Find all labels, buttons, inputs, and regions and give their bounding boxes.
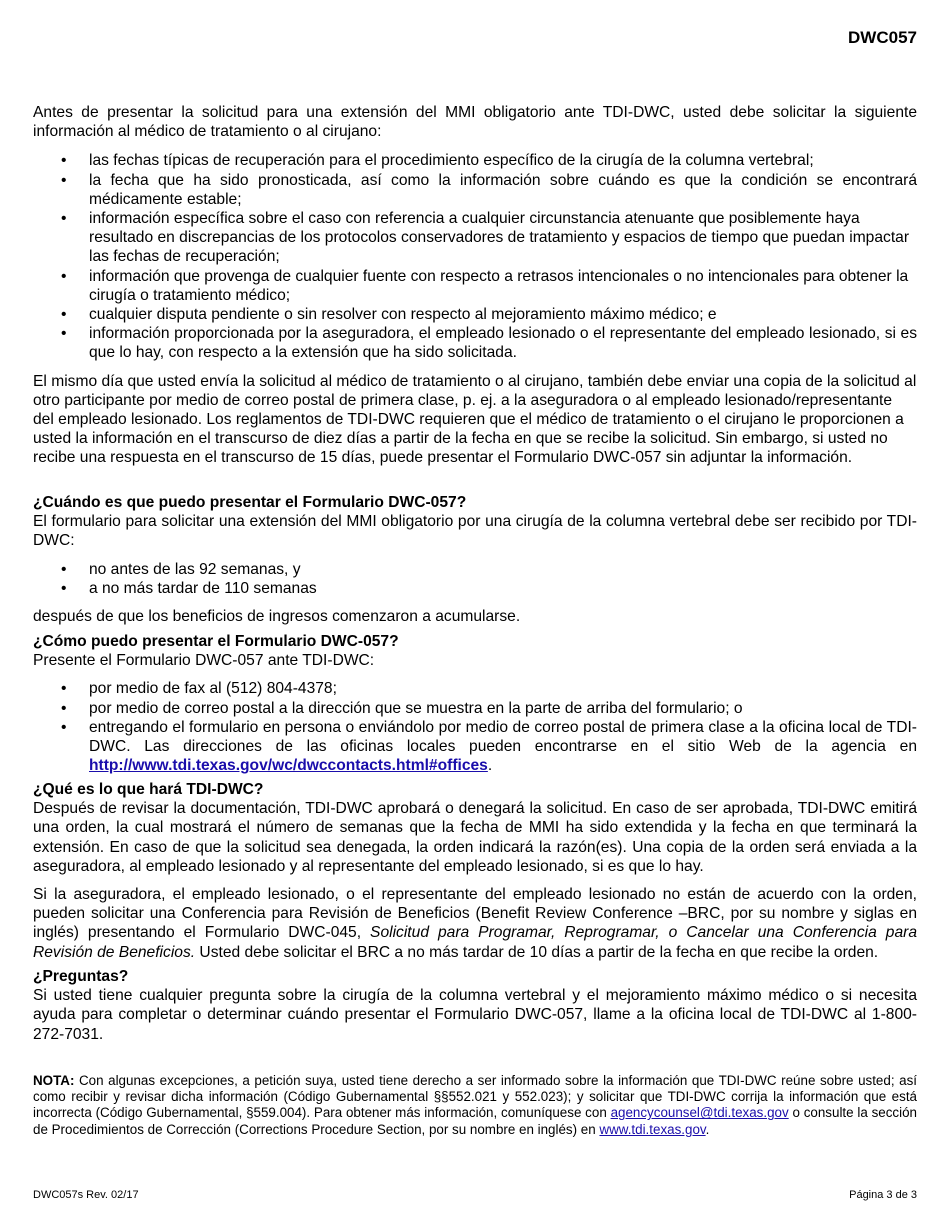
followup-text: El mismo día que usted envía la solicitud al médico de tratamiento o al cirujano, también debe enviar una copia de la solicitud al otro participante por medio de correo postal de primera clase, p. ej. a la aseguradora o al empleado lesionado/representante del empleado lesionado. Los reglamentos de TDI-DWC requieren que el médico de tratamiento o el cirujano le proporcionen a usted la información en el transcurso de diez días a partir de la fecha en que se recibe la solicitud. Sin embargo, si usted no recibe una respuesta en el transcurso de 15 días, puede presentar el Formulario DWC-057 sin adjuntar la información. [33,372,917,467]
how-bullet-list [33,679,917,775]
note-text-2: o consulte la sección de Procedimientos de Corrección (Corrections Procedure Section, por su nombre en inglés) en [33,1105,917,1137]
list-item: • la fecha que ha sido pronosticada, así como la información sobre cuándo es que la condición se encontrará médicamente estable; [33,171,917,209]
intro-section [33,103,917,468]
note-text-1: Con algunas excepciones, a petición suya, usted tiene derecho a ser informado sobre la información que TDI-DWC reúne sobre usted; así como recibir y revisar dicha información (Código Gubernamental §§552.021 y 552.023); y solicitar que TDI-DWC corrija la información que está incorrecta (Código Gubernamental, §559.004). Para obtener más información, comuníquese con [33,1073,917,1121]
list-item: • a no más tardar de 110 semanas [33,579,917,598]
list-item: • las fechas típicas de recuperación para el procedimiento específico de la cirugía de la columna vertebral; [33,151,917,170]
questions-heading: ¿Preguntas? [33,968,129,985]
when-heading: ¿Cuándo es que puedo presentar el Formulario DWC-057? [33,494,467,511]
questions-section [33,967,917,1044]
what-section [33,780,917,962]
list-item-end: . [487,757,493,775]
list-item: • información que provenga de cualquier fuente con respecto a retrasos intencionales o no intencionales para obtener la cirugía o tratamiento médico; [33,267,917,305]
what-paragraph-2 [33,885,917,962]
list-item: • no antes de las 92 semanas, y [33,560,917,579]
list-item [33,718,917,776]
email-link[interactable]: agencycounsel@tdi.texas.gov [610,1105,789,1121]
website-link[interactable]: www.tdi.texas.gov [599,1121,706,1137]
list-item: • información específica sobre el caso con referencia a cualquier circunstancia atenuante que posiblemente haya resultado en discrepancias de los protocolos conservadores de tratamiento y espacios de tiempo que puedan impactar las fechas de recuperación; [33,209,917,267]
how-text: Presente el Formulario DWC-057 ante TDI-DWC: [33,652,375,670]
footer-revision: DWC057s Rev. 02/17 [33,1189,139,1201]
intro-text: Antes de presentar la solicitud para una extensión del MMI obligatorio ante TDI-DWC, usted debe solicitar la siguiente información al médico de tratamiento o al cirujano: [33,104,917,141]
what-paragraph-1: Después de revisar la documentación, TDI-DWC aprobará o denegará la solicitud. En caso de ser aprobada, TDI-DWC emitirá una orden, la cual mostrará el número de semanas que la fecha de MMI ha sido extendida y la fecha en que terminará la extensión. En caso de que la solicitud sea denegada, la orden indicará la razón(es). Una copia de la orden será enviada a la aseguradora, al empleado lesionado y al representante del empleado lesionado, si es que lo hay. [33,800,917,875]
when-section [33,493,917,626]
how-section [33,632,917,775]
when-after-text: después de que los beneficios de ingresos comenzaron a acumularse. [33,608,521,626]
when-bullet-list [33,560,917,598]
form-title-italic: Solicitud para Programar, Reprogramar, o Cancelar una Conferencia para Revisión de Beneficios. [33,924,917,961]
what-heading: ¿Qué es lo que hará TDI-DWC? [33,781,264,798]
list-item: • por medio de fax al (512) 804-4378; [33,679,917,698]
offices-link[interactable]: http://www.tdi.texas.gov/wc/dwccontacts.html#offices [89,757,488,775]
list-item: • información proporcionada por la aseguradora, el empleado lesionado o el representante del empleado lesionado, si es que lo hay, con respecto a la extensión que ha sido solicitada. [33,324,917,362]
intro-bullet-list [33,151,917,362]
list-item: • por medio de correo postal a la dirección que se muestra en la parte de arriba del formulario; o [33,699,917,718]
what-p2-end: Usted debe solicitar el BRC a no más tardar de 10 días a partir de la fecha en que recibe la orden. [195,943,879,961]
list-item: • cualquier disputa pendiente o sin resolver con respecto al mejoramiento máximo médico; e [33,305,917,324]
when-text: El formulario para solicitar una extensión del MMI obligatorio por una cirugía de la columna vertebral debe ser recibido por TDI-DWC: [33,513,917,550]
how-heading: ¿Cómo puedo presentar el Formulario DWC-057? [33,633,399,650]
list-item-text: entregando el formulario en persona o enviándolo por medio de correo postal de primera clase a la oficina local de TDI-DWC. Las direcciones de las oficinas locales pueden encontrarse en el sitio Web de la agencia en [89,718,917,756]
footer-page-number: Página 3 de 3 [849,1189,917,1201]
note-section [33,1073,917,1138]
note-text-3: . [705,1121,710,1137]
note-label: NOTA: [33,1073,75,1088]
form-id: DWC057 [848,28,917,47]
what-p2-start: Si la aseguradora, el empleado lesionado, o el representante del empleado lesionado no están de acuerdo con la orden, pueden solicitar una Conferencia para Revisión de Beneficios (Benefit Review Conference –BRC, por su nombre y siglas en inglés) presentando el Formulario DWC-045, [33,886,917,942]
questions-text: Si usted tiene cualquier pregunta sobre la cirugía de la columna vertebral y el mejoramiento máximo médico o si necesita ayuda para completar o determinar cuándo presentar el Formulario DWC-057, llame a la oficina local de TDI-DWC al 1-800-272-7031. [33,987,917,1043]
